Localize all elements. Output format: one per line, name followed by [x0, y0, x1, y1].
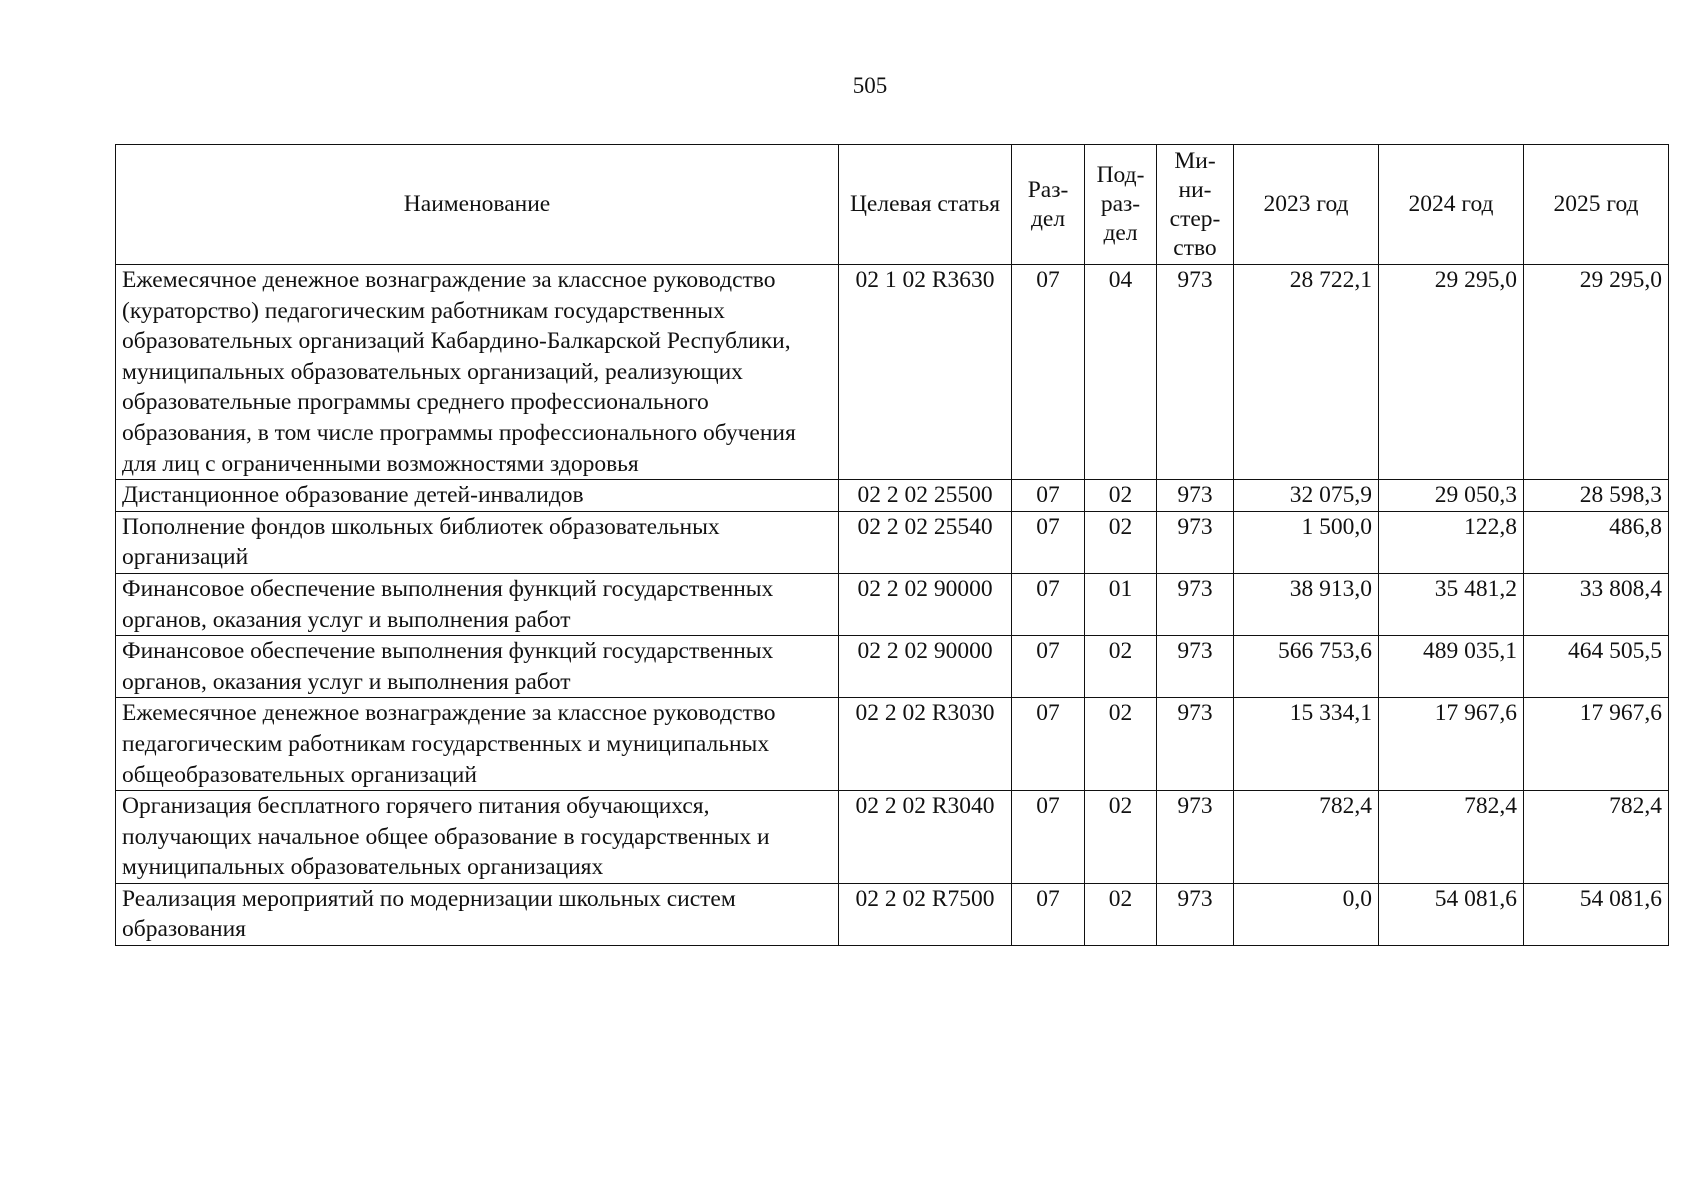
row-section: 07 — [1012, 698, 1085, 791]
header-year-2025: 2025 год — [1524, 145, 1669, 265]
row-article: 02 2 02 R3030 — [839, 698, 1012, 791]
table-row — [116, 636, 1669, 698]
row-name: Пополнение фондов школьных библиотек образовательных организаций — [116, 511, 839, 573]
row-subsection: 02 — [1085, 883, 1157, 945]
row-subsection: 02 — [1085, 791, 1157, 884]
row-value-2023: 566 753,6 — [1234, 636, 1379, 698]
page-number: 505 — [852, 73, 888, 98]
budget-table — [115, 144, 1669, 946]
row-ministry: 973 — [1157, 883, 1234, 945]
row-ministry: 973 — [1157, 791, 1234, 884]
row-subsection: 04 — [1085, 265, 1157, 480]
row-section: 07 — [1012, 573, 1085, 635]
row-subsection: 02 — [1085, 636, 1157, 698]
row-value-2023: 28 722,1 — [1234, 265, 1379, 480]
row-article: 02 2 02 90000 — [839, 573, 1012, 635]
row-value-2024: 782,4 — [1379, 791, 1524, 884]
row-value-2025: 782,4 — [1524, 791, 1669, 884]
row-value-2023: 0,0 — [1234, 883, 1379, 945]
row-value-2023: 782,4 — [1234, 791, 1379, 884]
row-ministry: 973 — [1157, 573, 1234, 635]
header-ministry: Ми-ни-стер-ство — [1157, 145, 1234, 265]
header-year-2024: 2024 год — [1379, 145, 1524, 265]
row-value-2024: 29 295,0 — [1379, 265, 1524, 480]
row-article: 02 2 02 25540 — [839, 511, 1012, 573]
row-value-2023: 1 500,0 — [1234, 511, 1379, 573]
row-article: 02 2 02 90000 — [839, 636, 1012, 698]
table-row — [116, 698, 1669, 791]
row-value-2024: 29 050,3 — [1379, 480, 1524, 512]
row-value-2025: 54 081,6 — [1524, 883, 1669, 945]
row-name: Дистанционное образование детей-инвалидов — [116, 480, 839, 512]
row-value-2025: 17 967,6 — [1524, 698, 1669, 791]
header-subsection: Под-раз-дел — [1085, 145, 1157, 265]
row-value-2024: 489 035,1 — [1379, 636, 1524, 698]
table-row — [116, 265, 1669, 480]
row-article: 02 2 02 R7500 — [839, 883, 1012, 945]
row-value-2025: 486,8 — [1524, 511, 1669, 573]
row-value-2025: 464 505,5 — [1524, 636, 1669, 698]
row-ministry: 973 — [1157, 265, 1234, 480]
row-value-2024: 17 967,6 — [1379, 698, 1524, 791]
row-name: Ежемесячное денежное вознаграждение за классное руководство (кураторство) педагогическим работникам государственных образовательных организаций Кабардино-Балкарской Республики, муниципальных образовательных организаций, реализующих образовательные программы среднего профессионального образования, в том числе программы профессионального обучения для лиц с ограниченными возможностями здоровья — [116, 265, 839, 480]
row-section: 07 — [1012, 883, 1085, 945]
table-header-row — [116, 145, 1669, 265]
table-row — [116, 791, 1669, 884]
row-ministry: 973 — [1157, 480, 1234, 512]
row-value-2023: 15 334,1 — [1234, 698, 1379, 791]
row-value-2025: 33 808,4 — [1524, 573, 1669, 635]
row-value-2024: 122,8 — [1379, 511, 1524, 573]
row-value-2023: 38 913,0 — [1234, 573, 1379, 635]
row-article: 02 1 02 R3630 — [839, 265, 1012, 480]
header-section: Раз-дел — [1012, 145, 1085, 265]
row-section: 07 — [1012, 480, 1085, 512]
row-ministry: 973 — [1157, 636, 1234, 698]
row-subsection: 01 — [1085, 573, 1157, 635]
row-subsection: 02 — [1085, 698, 1157, 791]
row-subsection: 02 — [1085, 480, 1157, 512]
row-ministry: 973 — [1157, 698, 1234, 791]
row-name: Финансовое обеспечение выполнения функций государственных органов, оказания услуг и выполнения работ — [116, 573, 839, 635]
row-value-2024: 35 481,2 — [1379, 573, 1524, 635]
row-value-2024: 54 081,6 — [1379, 883, 1524, 945]
table-row — [116, 480, 1669, 512]
row-article: 02 2 02 25500 — [839, 480, 1012, 512]
row-ministry: 973 — [1157, 511, 1234, 573]
row-article: 02 2 02 R3040 — [839, 791, 1012, 884]
row-name: Ежемесячное денежное вознаграждение за классное руководство педагогическим работникам государственных и муниципальных общеобразовательных организаций — [116, 698, 839, 791]
row-value-2023: 32 075,9 — [1234, 480, 1379, 512]
row-section: 07 — [1012, 511, 1085, 573]
table-row — [116, 511, 1669, 573]
row-value-2025: 29 295,0 — [1524, 265, 1669, 480]
table-row — [116, 573, 1669, 635]
header-year-2023: 2023 год — [1234, 145, 1379, 265]
table-row — [116, 883, 1669, 945]
row-name: Финансовое обеспечение выполнения функций государственных органов, оказания услуг и выполнения работ — [116, 636, 839, 698]
row-section: 07 — [1012, 791, 1085, 884]
row-section: 07 — [1012, 636, 1085, 698]
header-name: Наименование — [116, 145, 839, 265]
header-article: Целевая статья — [839, 145, 1012, 265]
row-section: 07 — [1012, 265, 1085, 480]
row-name: Реализация мероприятий по модернизации школьных систем образования — [116, 883, 839, 945]
row-name: Организация бесплатного горячего питания обучающихся, получающих начальное общее образование в государственных и муниципальных образовательных организациях — [116, 791, 839, 884]
row-value-2025: 28 598,3 — [1524, 480, 1669, 512]
row-subsection: 02 — [1085, 511, 1157, 573]
